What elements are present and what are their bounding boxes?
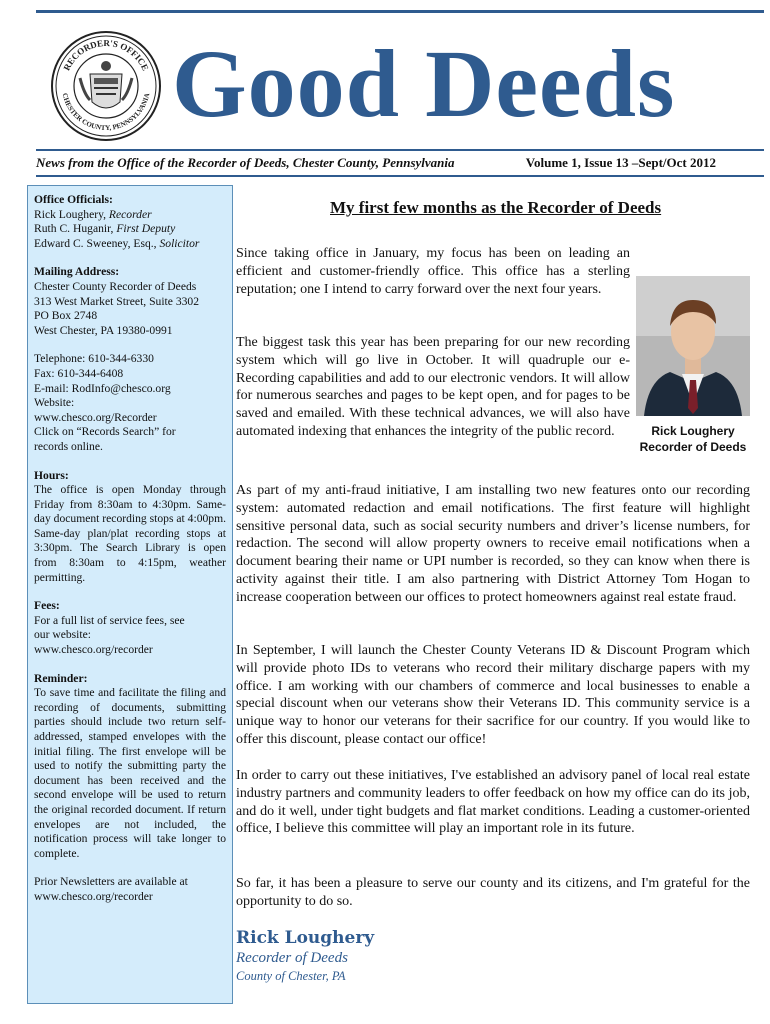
official-name: Edward C. Sweeney, Esq., <box>34 236 160 250</box>
caption-name: Rick Loughery <box>651 424 735 438</box>
fees-line: our website: <box>34 628 91 642</box>
reminder-text: To save time and facilitate the filing and recording of documents, submitting parties should include two return self-addressed, stamped envelopes with the initial filing. The first envelope will be used to notify the submitting party the document has been received and the second envelope will be used to return the original recorded document. If return envelopes are not included, the notification process will take longer to complete. <box>34 686 226 860</box>
portrait-image <box>636 276 750 416</box>
officials-section <box>34 193 226 251</box>
masthead-rule <box>36 149 764 151</box>
reminder-heading: Reminder: <box>34 671 88 685</box>
mailing-line: 313 West Market Street, Suite 3302 <box>34 294 200 308</box>
article-paragraph: The biggest task this year has been preparing for our new recording system which will go live in October. It will quadruple our e-Recording capabilities and add to our electronic vendors. It will allow for numerous searches and pages to be kept open, and for pages to be saved and emailed. With these technical advances, we will also have automated indexing that enhances the integrity of the public record. <box>236 335 630 439</box>
official-title: Recorder <box>108 207 152 221</box>
mailing-heading: Mailing Address: <box>34 265 120 279</box>
mailing-section <box>34 265 226 338</box>
official-row <box>34 208 226 223</box>
article-paragraph: Since taking office in January, my focus has been on leading an efficient and customer-friendly office. This office has a sterling reputation; one I intend to carry forward over the next four years. <box>236 246 630 297</box>
article-paragraph: So far, it has been a pleasure to serve our county and its citizens, and I'm grateful for the opportunity to do so. <box>236 876 750 909</box>
issue-label: Volume 1, Issue 13 –Sept/Oct 2012 <box>525 155 716 170</box>
fees-line: www.chesco.org/recorder <box>34 643 153 657</box>
contact-line: E-mail: RodInfo@chesco.org <box>34 381 171 395</box>
reminder-section <box>34 672 226 862</box>
seal-top-text: RECORDER'S OFFICE <box>61 37 151 73</box>
contact-section <box>34 352 226 454</box>
prior-line: www.chesco.org/recorder <box>34 889 153 903</box>
official-row <box>34 222 226 237</box>
masthead-title: Good Deeds <box>172 30 676 137</box>
county-seal <box>50 30 162 142</box>
seal-bottom-text: CHESTER COUNTY, PENNSYLVANIA <box>60 92 152 133</box>
contact-line: Telephone: 610-344-6330 <box>34 352 154 366</box>
article-paragraph: As part of my anti-fraud initiative, I am installing two new features onto our recording system: automated redaction and email notifications. The first feature will highlight sensitive personal data, such as social security numbers and driver’s license numbers, for redaction. The second will allow property owners to receive email notifications when a document bearing their name or UPI number is recorded, so they can know when there is activity against their title. I am also partnering with District Attorney Tom Hogan to increase cooperation between our offices to protect homeowners against real estate fraud. <box>236 483 750 605</box>
prior-line: Prior Newsletters are available at <box>34 875 188 889</box>
fees-heading: Fees: <box>34 599 60 613</box>
signature-title: Recorder of Deeds <box>236 950 348 966</box>
caption-title: Recorder of Deeds <box>639 440 747 454</box>
article-headline: My first few months as the Recorder of Deeds <box>330 198 662 217</box>
contact-line: Website: <box>34 396 75 410</box>
signature-county: County of Chester, PA <box>236 969 346 983</box>
article-paragraph: In order to carry out these initiatives, I've established an advisory panel of local real estate industry partners and community leaders to offer feedback on how my office can do its job, and do it well, under tight budgets and flat market conditions. Leading a customer-oriented office, I believe this committee will play an important role in its future. <box>236 768 750 837</box>
prior-newsletters-section <box>34 875 226 904</box>
info-sidebar <box>27 185 233 1004</box>
subline-rule <box>36 175 764 177</box>
article-paragraph: In September, I will launch the Chester County Veterans ID & Discount Program which will provide photo IDs to veterans who record their military discharge papers with my office. I am working with our chambers of commerce and local businesses to enable a special discount when our veterans show their Veterans ID. This community service is a unique way to honor our veterans for their sacrifice for our country. If you would like to offer this discount, please contact our office! <box>236 643 750 747</box>
recorder-portrait <box>636 276 750 416</box>
official-row <box>34 237 226 252</box>
contact-line: Click on “Records Search” for <box>34 425 176 439</box>
hours-text: The office is open Monday through Friday from 8:30am to 4:30pm. Same-day document recording stops at 4:00pm. Same-day plan/plat recording stops at 3:30pm. The Search Library is open from 8:30am to 4:15pm, weather permitting. <box>34 483 226 584</box>
contact-line: Fax: 610-344-6408 <box>34 366 124 380</box>
mailing-line: Chester County Recorder of Deeds <box>34 279 197 293</box>
officials-heading: Office Officials: <box>34 193 113 206</box>
contact-line: www.chesco.org/Recorder <box>34 410 157 424</box>
official-title: First Deputy <box>116 222 176 236</box>
hours-heading: Hours: <box>34 468 69 482</box>
fees-section <box>34 599 226 657</box>
top-rule <box>36 10 764 13</box>
mailing-line: West Chester, PA 19380-0991 <box>34 323 173 337</box>
fees-line: For a full list of service fees, see <box>34 613 185 627</box>
masthead-tagline: News from the Office of the Recorder of Deeds, Chester County, Pennsylvania <box>36 155 455 170</box>
official-name: Rick Loughery, <box>34 207 109 221</box>
official-name: Ruth C. Huganir, <box>34 222 117 236</box>
official-title: Solicitor <box>159 236 200 250</box>
mailing-line: PO Box 2748 <box>34 309 98 323</box>
signature-name: Rick Loughery <box>236 928 375 948</box>
hours-section <box>34 469 226 586</box>
photo-caption <box>636 423 750 455</box>
contact-line: records online. <box>34 439 103 453</box>
